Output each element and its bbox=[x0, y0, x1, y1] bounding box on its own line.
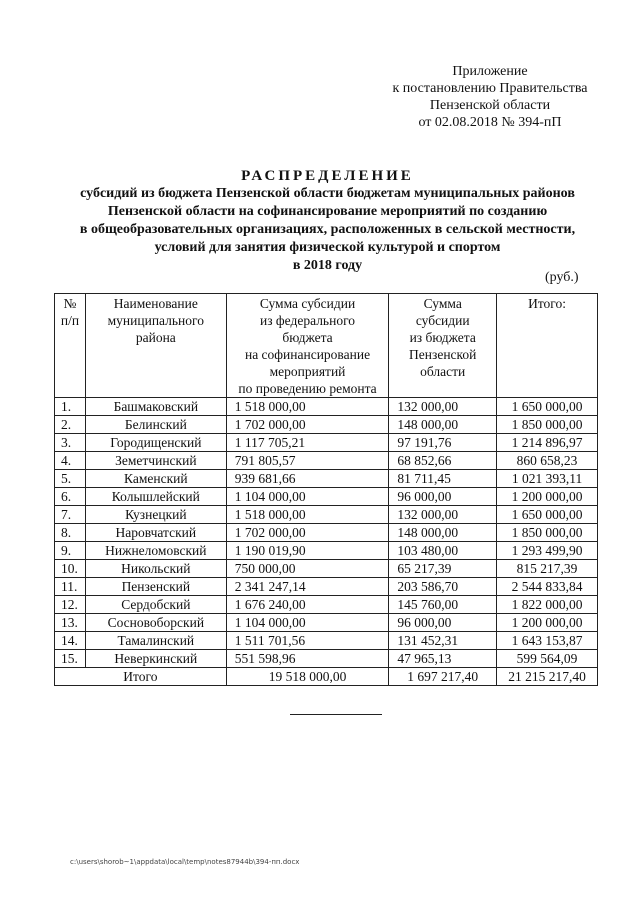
row-number: 6. bbox=[55, 488, 86, 506]
table-row bbox=[55, 614, 598, 632]
grand-total: 21 215 217,40 bbox=[497, 668, 598, 686]
total-amount: 1 200 000,00 bbox=[497, 488, 598, 506]
total-amount: 1 214 896,97 bbox=[497, 434, 598, 452]
table-row bbox=[55, 578, 598, 596]
subtitle-line: Пензенской области на софинансирование мероприятий по созданию bbox=[107, 204, 548, 219]
row-number: 4. bbox=[55, 452, 86, 470]
regional-amount: 132 000,00 bbox=[389, 398, 497, 416]
row-number: 3. bbox=[55, 434, 86, 452]
table-row bbox=[55, 506, 598, 524]
district-name: Колышлейский bbox=[85, 488, 226, 506]
federal-amount: 2 341 247,14 bbox=[226, 578, 389, 596]
row-number: 2. bbox=[55, 416, 86, 434]
table-row bbox=[55, 470, 598, 488]
total-amount: 1 200 000,00 bbox=[497, 614, 598, 632]
table-row bbox=[55, 398, 598, 416]
separator-line bbox=[290, 714, 382, 715]
appendix-line: к постановлению Правительства bbox=[392, 81, 588, 96]
federal-amount: 1 104 000,00 bbox=[226, 488, 389, 506]
district-name: Наровчатский bbox=[85, 524, 226, 542]
appendix-block bbox=[380, 63, 600, 131]
total-amount: 1 850 000,00 bbox=[497, 416, 598, 434]
district-name: Городищенский bbox=[85, 434, 226, 452]
federal-amount: 1 518 000,00 bbox=[226, 398, 389, 416]
federal-amount: 1 702 000,00 bbox=[226, 524, 389, 542]
total-amount: 1 293 499,90 bbox=[497, 542, 598, 560]
regional-amount: 148 000,00 bbox=[389, 416, 497, 434]
regional-amount: 145 760,00 bbox=[389, 596, 497, 614]
total-amount: 2 544 833,84 bbox=[497, 578, 598, 596]
district-name: Пензенский bbox=[85, 578, 226, 596]
header-total: Итого: bbox=[497, 294, 598, 398]
regional-amount: 68 852,66 bbox=[389, 452, 497, 470]
regional-amount: 47 965,13 bbox=[389, 650, 497, 668]
district-name: Земетчинский bbox=[85, 452, 226, 470]
total-amount: 860 658,23 bbox=[497, 452, 598, 470]
regional-amount: 103 480,00 bbox=[389, 542, 497, 560]
federal-amount: 1 104 000,00 bbox=[226, 614, 389, 632]
district-name: Сосновоборский bbox=[85, 614, 226, 632]
total-amount: 1 850 000,00 bbox=[497, 524, 598, 542]
regional-amount: 148 000,00 bbox=[389, 524, 497, 542]
table-row bbox=[55, 416, 598, 434]
row-number: 9. bbox=[55, 542, 86, 560]
total-federal: 19 518 000,00 bbox=[226, 668, 389, 686]
federal-amount: 1 518 000,00 bbox=[226, 506, 389, 524]
district-name: Неверкинский bbox=[85, 650, 226, 668]
total-amount: 1 643 153,87 bbox=[497, 632, 598, 650]
row-number: 11. bbox=[55, 578, 86, 596]
row-number: 12. bbox=[55, 596, 86, 614]
federal-amount: 1 676 240,00 bbox=[226, 596, 389, 614]
federal-amount: 1 511 701,56 bbox=[226, 632, 389, 650]
federal-amount: 1 702 000,00 bbox=[226, 416, 389, 434]
table-header-row bbox=[55, 294, 598, 398]
row-number: 7. bbox=[55, 506, 86, 524]
appendix-line: Приложение bbox=[452, 64, 528, 79]
document-title bbox=[40, 167, 615, 275]
row-number: 8. bbox=[55, 524, 86, 542]
district-name: Никольский bbox=[85, 560, 226, 578]
table-row bbox=[55, 542, 598, 560]
regional-amount: 203 586,70 bbox=[389, 578, 497, 596]
appendix-line: от 02.08.2018 № 394-пП bbox=[418, 115, 562, 130]
subtitle-line: условий для занятия физической культурой и спортом bbox=[154, 240, 501, 255]
regional-amount: 131 452,31 bbox=[389, 632, 497, 650]
district-name: Тамалинский bbox=[85, 632, 226, 650]
district-name: Нижнеломовский bbox=[85, 542, 226, 560]
distribution-table bbox=[54, 293, 598, 686]
table-row bbox=[55, 452, 598, 470]
district-name: Каменский bbox=[85, 470, 226, 488]
total-amount: 815 217,39 bbox=[497, 560, 598, 578]
district-name: Кузнецкий bbox=[85, 506, 226, 524]
total-row bbox=[55, 668, 598, 686]
federal-amount: 551 598,96 bbox=[226, 650, 389, 668]
table-row bbox=[55, 524, 598, 542]
header-number: № п/п bbox=[55, 294, 86, 398]
federal-amount: 750 000,00 bbox=[226, 560, 389, 578]
table-row bbox=[55, 560, 598, 578]
regional-amount: 132 000,00 bbox=[389, 506, 497, 524]
total-amount: 1 650 000,00 bbox=[497, 398, 598, 416]
federal-amount: 1 190 019,90 bbox=[226, 542, 389, 560]
regional-amount: 96 000,00 bbox=[389, 614, 497, 632]
regional-amount: 81 711,45 bbox=[389, 470, 497, 488]
subtitle-line: в общеобразовательных организациях, расположенных в сельской местности, bbox=[79, 222, 576, 237]
row-number: 1. bbox=[55, 398, 86, 416]
file-path: c:\users\shorob~1\appdata\local\temp\notes87944b\394-пп.docx bbox=[70, 858, 300, 866]
row-number: 5. bbox=[55, 470, 86, 488]
federal-amount: 1 117 705,21 bbox=[226, 434, 389, 452]
federal-amount: 939 681,66 bbox=[226, 470, 389, 488]
header-regional-subsidy: Сумма субсидии из бюджета Пензенской области bbox=[389, 294, 497, 398]
total-amount: 599 564,09 bbox=[497, 650, 598, 668]
district-name: Башмаковский bbox=[85, 398, 226, 416]
federal-amount: 791 805,57 bbox=[226, 452, 389, 470]
regional-amount: 97 191,76 bbox=[389, 434, 497, 452]
table-row bbox=[55, 434, 598, 452]
currency-unit: (руб.) bbox=[545, 270, 579, 285]
regional-amount: 65 217,39 bbox=[389, 560, 497, 578]
row-number: 10. bbox=[55, 560, 86, 578]
total-amount: 1 021 393,11 bbox=[497, 470, 598, 488]
appendix-line: Пензенской области bbox=[429, 98, 551, 113]
district-name: Сердобский bbox=[85, 596, 226, 614]
district-name: Белинский bbox=[85, 416, 226, 434]
table-row bbox=[55, 632, 598, 650]
header-district: Наименование муниципального района bbox=[85, 294, 226, 398]
total-regional: 1 697 217,40 bbox=[389, 668, 497, 686]
total-amount: 1 650 000,00 bbox=[497, 506, 598, 524]
table-row bbox=[55, 488, 598, 506]
row-number: 14. bbox=[55, 632, 86, 650]
row-number: 15. bbox=[55, 650, 86, 668]
subtitle-line: в 2018 году bbox=[292, 258, 363, 273]
row-number: 13. bbox=[55, 614, 86, 632]
heading: РАСПРЕДЕЛЕНИЕ bbox=[241, 168, 414, 184]
header-federal-subsidy: Сумма субсидии из федерального бюджета на софинансирование мероприятий по проведению ремонта bbox=[226, 294, 389, 398]
total-amount: 1 822 000,00 bbox=[497, 596, 598, 614]
total-label: Итого bbox=[55, 668, 227, 686]
subtitle-line: субсидий из бюджета Пензенской области бюджетам муниципальных районов bbox=[80, 186, 575, 201]
regional-amount: 96 000,00 bbox=[389, 488, 497, 506]
table-row bbox=[55, 596, 598, 614]
table-row bbox=[55, 650, 598, 668]
